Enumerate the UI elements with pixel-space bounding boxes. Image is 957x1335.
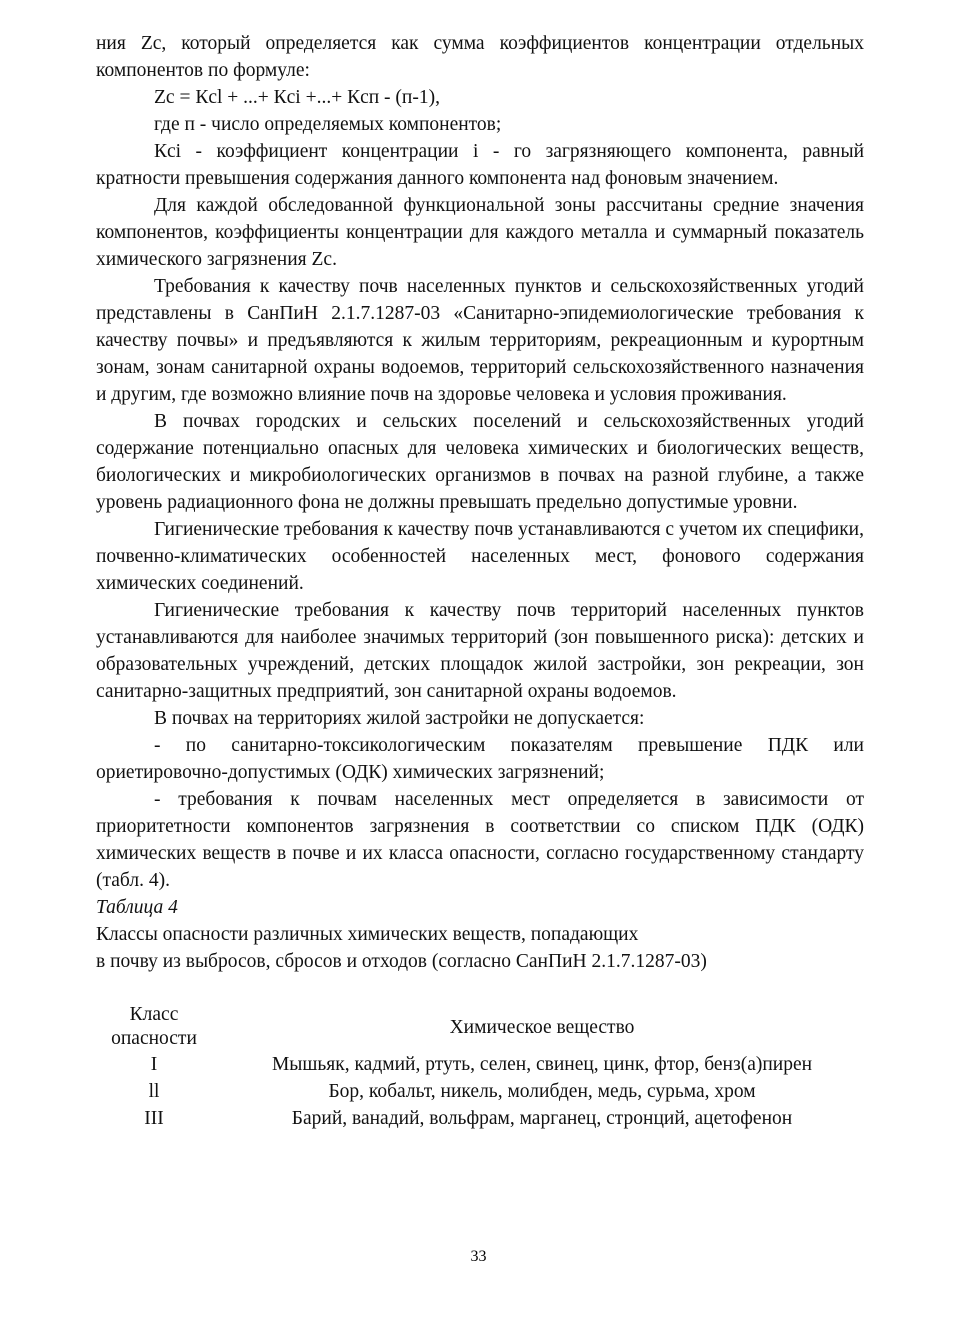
header-class bbox=[96, 1003, 212, 1051]
paragraph-continuation: ния Zc, который определяется как сумма коэффициентов концентрации отдельных компонентов по формуле: bbox=[96, 33, 864, 81]
header-substance: Химическое вещество bbox=[449, 1016, 635, 1038]
header-class-line-1: Класс bbox=[129, 1004, 179, 1025]
paragraph-zones: Для каждой обследованной функциональной зоны рассчитаны средние значения компонентов, коэффициенты концентрации для каждого металла и суммарный показатель химического загрязнения Zc. bbox=[96, 195, 864, 270]
formula-legend-n: где п - число определяемых компонентов; bbox=[154, 114, 502, 135]
formula-legend-kci: Кci - коэффициент концентрации i - го загрязняющего компонента, равный кратности превышения содержания данного компонента над фоновым значением. bbox=[96, 141, 864, 189]
formula-zc: Zc = Кcl + ...+ Кci +...+ Кcп - (п-1), bbox=[154, 87, 440, 108]
table-title-line-2: в почву из выбросов, сбросов и отходов (согласно СанПиН 2.1.7.1287-03) bbox=[96, 951, 707, 972]
hazard-class-table bbox=[96, 1003, 864, 1132]
paragraph-hygiene-2: Гигиенические требования к качеству почв территорий населенных пунктов устанавливаются для наиболее значимых территорий (зон повышенного риска): детских и образовательных учреждений, детских площадок жилой застройки, зон рекреации, зон санитарно-защитных предприятий, зон санитарной охраны водоемов. bbox=[96, 600, 864, 702]
table-row bbox=[96, 1051, 864, 1078]
row-class: ll bbox=[148, 1081, 160, 1102]
paragraph-soil-content: В почвах городских и сельских поселений и сельскохозяйственных угодий содержание потенциально опасных для человека химических и биологических веществ, биологических и микробиологических организмов в почвах на разной глубине, а также уровень радиационного фона не должны превышать предельно допустимые уровни. bbox=[96, 411, 864, 513]
row-class: III bbox=[144, 1108, 164, 1129]
paragraph-not-allowed: В почвах на территориях жилой застройки не допускается: bbox=[154, 708, 645, 729]
row-substance: Бор, кобальт, никель, молибден, медь, сурьма, хром bbox=[328, 1081, 756, 1102]
table-title bbox=[96, 921, 864, 975]
header-class-line-2: опасности bbox=[111, 1028, 197, 1049]
row-substance: Мышьяк, кадмий, ртуть, селен, свинец, цинк, фтор, бенз(а)пирен bbox=[271, 1054, 813, 1075]
paragraph-hygiene-1: Гигиенические требования к качеству почв устанавливаются с учетом их специфики, почвенно-климатических особенностей населенных мест, фонового содержания химических соединений. bbox=[96, 519, 864, 594]
list-item-requirements: - требования к почвам населенных мест определяется в зависимости от приоритетности компонентов загрязнения в соответствии со списком ПДК (ОДК) химических веществ в почве и их класса опасности, согласно государственному стандарту (табл. 4). bbox=[96, 789, 864, 891]
table-header-row bbox=[96, 1003, 864, 1051]
table-row bbox=[96, 1078, 864, 1105]
table-label: Таблица 4 bbox=[96, 897, 178, 918]
document-page bbox=[96, 30, 864, 1132]
paragraph-requirements: Требования к качеству почв населенных пунктов и сельскохозяйственных угодий представлены в СанПиН 2.1.7.1287-03 «Санитарно-эпидемиологические требования к качеству почвы» и предъявляются к жилым территориям, рекреационным и курортным зонам, зонам санитарной охраны водоемов, территорий сельскохозяйственного назначения и другим, где возможно влияние почв на здоровье человека и условия проживания. bbox=[96, 276, 864, 405]
row-class: I bbox=[150, 1054, 158, 1075]
list-item-pdk: - по санитарно-токсикологическим показателям превышение ПДК или ориетировочно-допустимых (ОДК) химических загрязнений; bbox=[96, 735, 864, 783]
row-substance: Барий, ванадий, вольфрам, марганец, стронций, ацетофенон bbox=[291, 1108, 793, 1129]
table-title-line-1: Классы опасности различных химических веществ, попадающих bbox=[96, 924, 639, 945]
table-row bbox=[96, 1105, 864, 1132]
page-number: 33 bbox=[470, 1248, 487, 1265]
